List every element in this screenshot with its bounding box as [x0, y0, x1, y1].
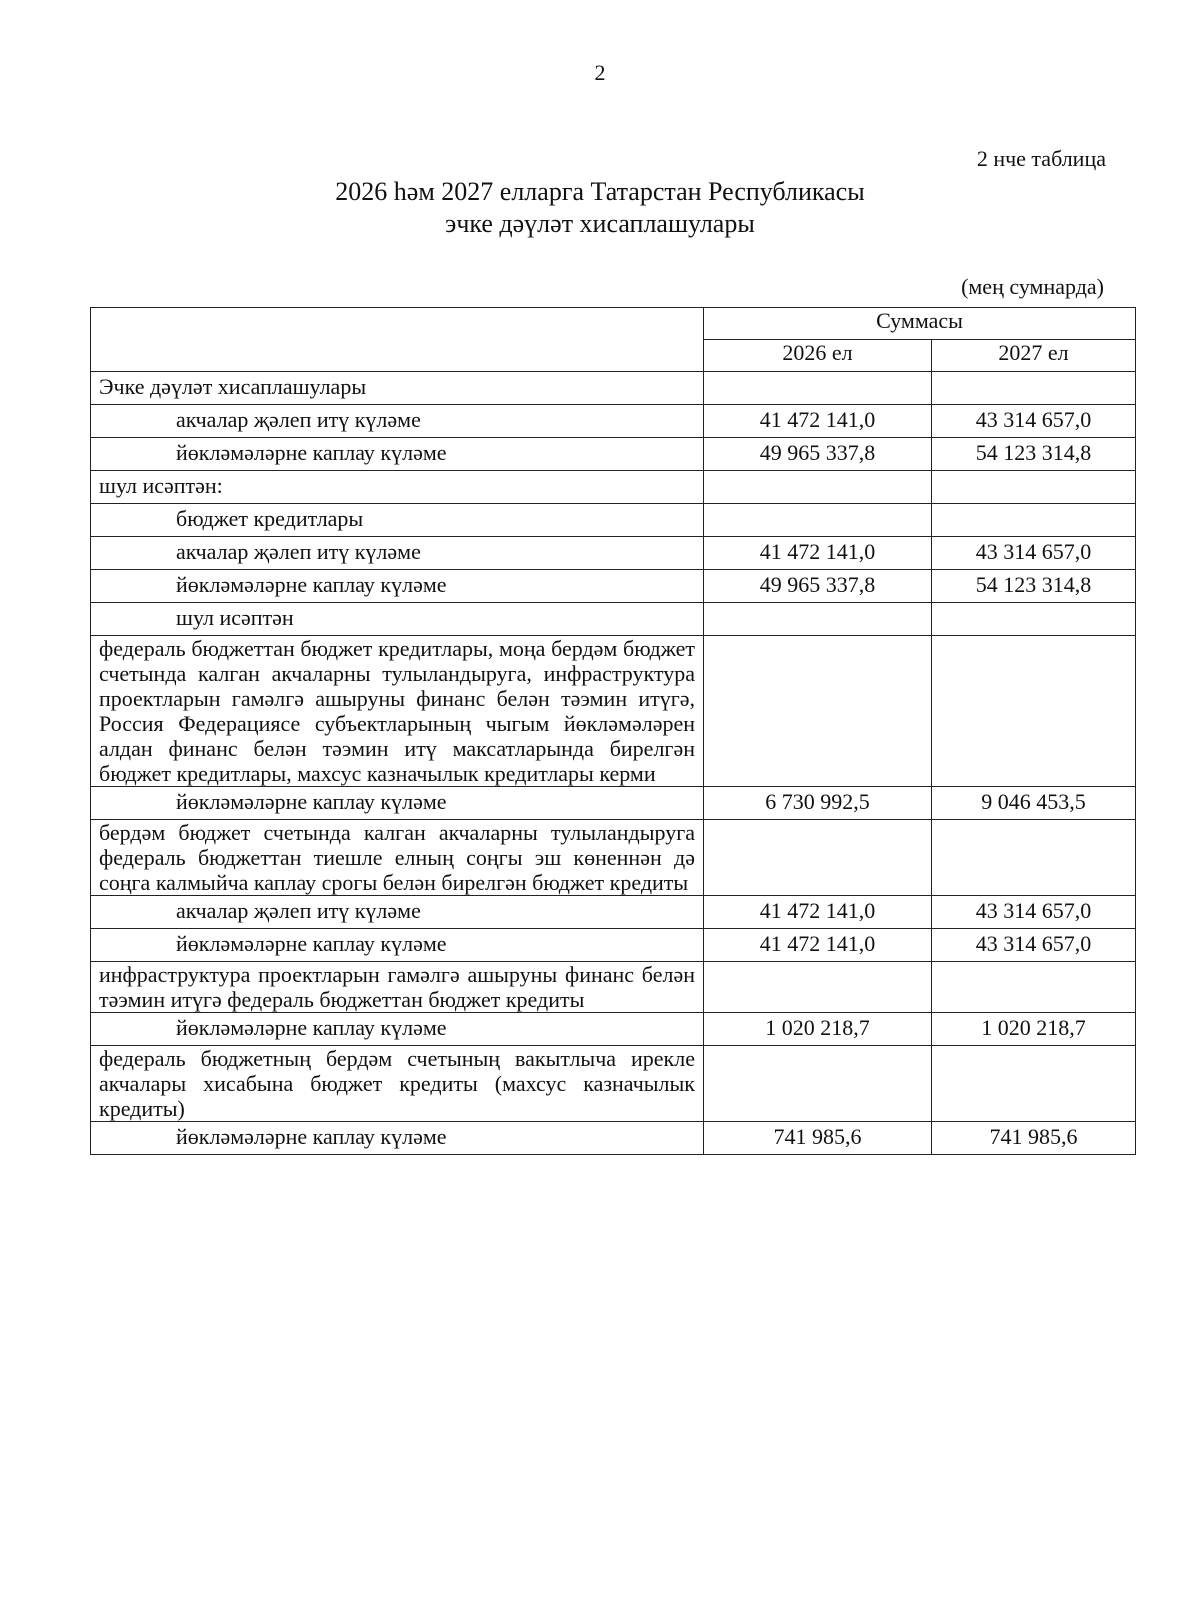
- document-title: [0, 176, 1200, 240]
- table-row: [91, 820, 1136, 896]
- accounts-table: [90, 307, 1136, 1155]
- row-label: бюджет кредитлары: [91, 504, 704, 537]
- header-row: [91, 308, 1136, 340]
- row-label: бердәм бюджет счетында калган акчаларны тулыландыруга федераль бюджеттан тиешле елның соңгы эш көненнән дә соңга калмыйча каплау срогы белән бирелгән бюджет кредиты: [91, 820, 704, 896]
- value-2027: [932, 1046, 1136, 1122]
- table-row: [91, 1046, 1136, 1122]
- value-2026: 1 020 218,7: [704, 1013, 932, 1046]
- table-row: [91, 405, 1136, 438]
- header-sum: Суммасы: [704, 308, 1136, 340]
- value-2026: 41 472 141,0: [704, 929, 932, 962]
- value-2027: 43 314 657,0: [932, 896, 1136, 929]
- header-empty-cell: [91, 308, 704, 372]
- table-row: [91, 372, 1136, 405]
- row-label: акчалар җәлеп итү күләме: [91, 405, 704, 438]
- row-label: инфраструктура проектларын гамәлгә ашыруны финанс белән тәэмин итүгә федераль бюджеттан бюджет кредиты: [91, 962, 704, 1013]
- table-row: [91, 962, 1136, 1013]
- value-2027: [932, 603, 1136, 636]
- value-2026: 41 472 141,0: [704, 896, 932, 929]
- value-2026: 41 472 141,0: [704, 405, 932, 438]
- table-row: [91, 1013, 1136, 1046]
- header-2026: 2026 ел: [704, 340, 932, 372]
- row-label: шул исәптән:: [91, 471, 704, 504]
- units-note: (мең сумнарда): [961, 274, 1104, 299]
- value-2027: [932, 962, 1136, 1013]
- value-2027: 54 123 314,8: [932, 570, 1136, 603]
- table-row: [91, 504, 1136, 537]
- value-2026: 741 985,6: [704, 1122, 932, 1155]
- title-line-2: эчке дәүләт хисаплашулары: [445, 209, 755, 238]
- table-row: [91, 438, 1136, 471]
- row-label: акчалар җәлеп итү күләме: [91, 896, 704, 929]
- table-row: [91, 537, 1136, 570]
- value-2026: 49 965 337,8: [704, 438, 932, 471]
- table-row: [91, 636, 1136, 787]
- page-number: 2: [594, 60, 606, 85]
- table-row: [91, 896, 1136, 929]
- value-2026: 49 965 337,8: [704, 570, 932, 603]
- value-2027: [932, 372, 1136, 405]
- value-2026: 6 730 992,5: [704, 787, 932, 820]
- table-row: [91, 1122, 1136, 1155]
- value-2027: 1 020 218,7: [932, 1013, 1136, 1046]
- value-2026: [704, 504, 932, 537]
- value-2027: 54 123 314,8: [932, 438, 1136, 471]
- row-label: йөкләмәләрне каплау күләме: [91, 1013, 704, 1046]
- value-2027: 43 314 657,0: [932, 405, 1136, 438]
- value-2027: 741 985,6: [932, 1122, 1136, 1155]
- value-2026: [704, 962, 932, 1013]
- value-2026: [704, 636, 932, 787]
- table-label: 2 нче таблица: [976, 146, 1106, 171]
- value-2027: 43 314 657,0: [932, 929, 1136, 962]
- value-2027: 9 046 453,5: [932, 787, 1136, 820]
- table-row: [91, 787, 1136, 820]
- value-2027: 43 314 657,0: [932, 537, 1136, 570]
- row-label: акчалар җәлеп итү күләме: [91, 537, 704, 570]
- title-line-1: 2026 һәм 2027 елларга Татарстан Республикасы: [335, 177, 865, 206]
- row-label: йөкләмәләрне каплау күләме: [91, 929, 704, 962]
- row-label: шул исәптән: [91, 603, 704, 636]
- value-2026: [704, 372, 932, 405]
- row-label: Эчке дәүләт хисаплашулары: [91, 372, 704, 405]
- value-2026: [704, 1046, 932, 1122]
- table-row: [91, 570, 1136, 603]
- value-2026: 41 472 141,0: [704, 537, 932, 570]
- row-label: йөкләмәләрне каплау күләме: [91, 438, 704, 471]
- row-label: федераль бюджеттан бюджет кредитлары, моңа бердәм бюджет счетында калган акчаларны тулыландыруга, инфраструктура проектларын гамәлгә ашыруны финанс белән тәэмин итүгә, Россия Федерациясе субъектларының чыгым йөкләмәләрен алдан финанс белән тәэмин итү максатларында бирелгән бюджет кредитлары, махсус казначылык кредитлары керми: [91, 636, 704, 787]
- value-2026: [704, 820, 932, 896]
- value-2027: [932, 636, 1136, 787]
- value-2026: [704, 603, 932, 636]
- table-row: [91, 603, 1136, 636]
- table-row: [91, 929, 1136, 962]
- row-label: йөкләмәләрне каплау күләме: [91, 570, 704, 603]
- value-2027: [932, 820, 1136, 896]
- value-2026: [704, 471, 932, 504]
- value-2027: [932, 504, 1136, 537]
- row-label: йөкләмәләрне каплау күләме: [91, 1122, 704, 1155]
- row-label: федераль бюджетның бердәм счетының вакытлыча ирекле акчалары хисабына бюджет кредиты (махсус казначылык кредиты): [91, 1046, 704, 1122]
- row-label: йөкләмәләрне каплау күләме: [91, 787, 704, 820]
- value-2027: [932, 471, 1136, 504]
- header-2027: 2027 ел: [932, 340, 1136, 372]
- table-row: [91, 471, 1136, 504]
